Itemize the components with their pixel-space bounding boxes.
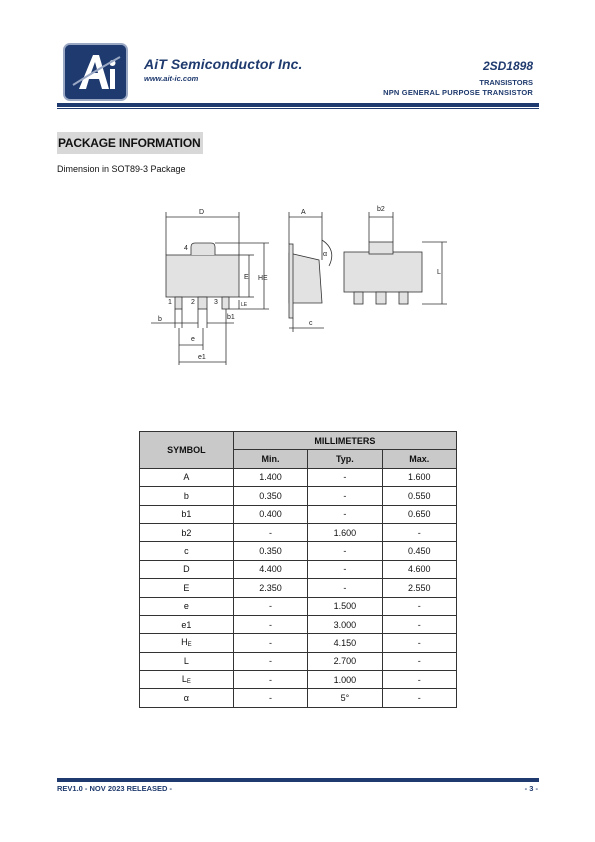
label-HE: HE [258, 275, 268, 282]
header-millimeters: MILLIMETERS [233, 432, 456, 450]
symbol-text: D [183, 564, 190, 575]
label-c: c [309, 320, 313, 327]
header-divider-thin [57, 108, 539, 109]
cell-symbol [140, 560, 234, 578]
cell-min: 0.350 [233, 542, 307, 560]
cell-typ: 3.000 [308, 615, 382, 633]
cell-symbol [140, 505, 234, 523]
label-pin4: 4 [184, 245, 188, 252]
cell-typ: - [308, 468, 382, 486]
dimension-table-body [140, 468, 457, 707]
cell-typ: 2.700 [308, 652, 382, 670]
cell-typ: 1.500 [308, 597, 382, 615]
cell-min: - [233, 597, 307, 615]
label-A: A [301, 209, 306, 216]
cell-symbol [140, 468, 234, 486]
cell-typ: - [308, 579, 382, 597]
label-e: e [191, 336, 195, 343]
cell-min: - [233, 615, 307, 633]
cell-min: - [233, 523, 307, 541]
footer-revision: REV1.0 - NOV 2023 RELEASED - [57, 784, 173, 793]
cell-typ: 1.000 [308, 671, 382, 689]
header-divider [57, 103, 539, 107]
cell-typ: 1.600 [308, 523, 382, 541]
table-row [140, 597, 457, 615]
label-b: b [158, 316, 162, 323]
cell-symbol [140, 579, 234, 597]
table-row [140, 671, 457, 689]
cell-max: - [382, 689, 456, 707]
label-pin2: 2 [191, 299, 195, 306]
symbol-text: E [183, 582, 190, 593]
cell-symbol [140, 597, 234, 615]
cell-min: - [233, 689, 307, 707]
cell-max: - [382, 523, 456, 541]
symbol-text: L [183, 656, 189, 667]
cell-symbol [140, 652, 234, 670]
table-row [140, 505, 457, 523]
section-subtitle: Dimension in SOT89-3 Package [57, 164, 186, 174]
cell-max: 1.600 [382, 468, 456, 486]
cell-min: - [233, 652, 307, 670]
symbol-text: e [183, 601, 189, 612]
dimension-table [139, 431, 457, 708]
cell-symbol [140, 487, 234, 505]
symbol-subscript: E [187, 642, 192, 649]
header-symbol: SYMBOL [140, 432, 234, 469]
cell-max: - [382, 652, 456, 670]
label-LE: LE [241, 302, 248, 308]
label-b2: b2 [377, 206, 385, 213]
cell-symbol [140, 523, 234, 541]
label-pin1: 1 [168, 299, 172, 306]
symbol-text: b1 [181, 509, 192, 520]
table-row [140, 523, 457, 541]
cell-max: 0.450 [382, 542, 456, 560]
symbol-text: L [181, 674, 187, 685]
table-row [140, 468, 457, 486]
part-number: 2SD1898 [482, 59, 533, 73]
cell-typ: - [308, 560, 382, 578]
cell-max: 0.550 [382, 487, 456, 505]
table-row [140, 579, 457, 597]
label-b1: b1 [227, 314, 235, 321]
table-row [140, 689, 457, 707]
cell-symbol [140, 615, 234, 633]
cell-max: - [382, 597, 456, 615]
cell-symbol [140, 671, 234, 689]
cell-min: - [233, 671, 307, 689]
table-row [140, 652, 457, 670]
cell-symbol [140, 542, 234, 560]
cell-typ: 4.150 [308, 634, 382, 652]
company-logo [63, 43, 128, 101]
company-name: AiT Semiconductor Inc. [144, 56, 303, 72]
label-pin3: 3 [214, 299, 218, 306]
cell-max: 2.550 [382, 579, 456, 597]
symbol-subscript: E [186, 679, 191, 686]
header-min: Min. [233, 450, 307, 468]
cell-symbol [140, 634, 234, 652]
cell-typ: 5° [308, 689, 382, 707]
symbol-text: A [183, 472, 190, 483]
label-e1: e1 [198, 354, 206, 361]
symbol-text: e1 [181, 619, 192, 630]
cell-max: - [382, 615, 456, 633]
cell-typ: - [308, 487, 382, 505]
symbol-text: H [181, 637, 188, 648]
product-description: NPN GENERAL PURPOSE TRANSISTOR [383, 88, 533, 97]
table-row [140, 615, 457, 633]
company-website[interactable]: www.ait-ic.com [144, 74, 199, 83]
cell-min: 2.350 [233, 579, 307, 597]
cell-max: - [382, 634, 456, 652]
cell-typ: - [308, 505, 382, 523]
cell-min: 4.400 [233, 560, 307, 578]
label-L: L [437, 269, 441, 276]
symbol-text: c [184, 546, 189, 557]
symbol-text: b [183, 490, 189, 501]
table-row [140, 560, 457, 578]
cell-min: - [233, 634, 307, 652]
footer-divider [57, 778, 539, 782]
section-title: PACKAGE INFORMATION [57, 132, 203, 154]
header-typ: Typ. [308, 450, 382, 468]
symbol-text: b2 [181, 527, 192, 538]
cell-max: 4.600 [382, 560, 456, 578]
table-row [140, 634, 457, 652]
table-row [140, 542, 457, 560]
cell-symbol [140, 689, 234, 707]
table-row [140, 487, 457, 505]
cell-min: 1.400 [233, 468, 307, 486]
cell-typ: - [308, 542, 382, 560]
footer-page-number: - 3 - [524, 784, 538, 793]
cell-max: 0.650 [382, 505, 456, 523]
label-alpha: α [323, 251, 328, 258]
cell-min: 0.350 [233, 487, 307, 505]
package-drawing [139, 200, 456, 370]
symbol-text: α [183, 693, 189, 704]
cell-min: 0.400 [233, 505, 307, 523]
label-E: E [244, 274, 249, 281]
product-category: TRANSISTORS [479, 78, 533, 87]
label-D: D [199, 209, 205, 216]
header-max: Max. [382, 450, 456, 468]
cell-max: - [382, 671, 456, 689]
